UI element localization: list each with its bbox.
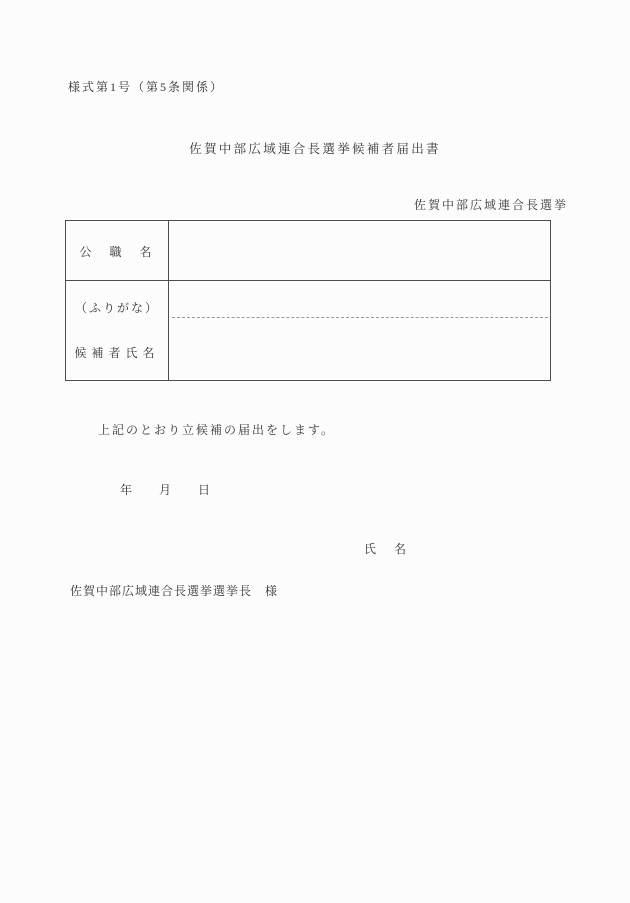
candidate-name-row	[66, 281, 550, 380]
candidate-name-value-cell	[169, 281, 550, 380]
furigana-value-area	[169, 281, 550, 317]
candidate-name-label-cell	[66, 281, 169, 380]
candidate-table	[65, 220, 551, 381]
date-line: 年 月 日	[120, 483, 212, 497]
public-office-label-cell	[66, 221, 169, 280]
form-number: 様式第1号（第5条関係）	[68, 80, 225, 94]
document-title: 佐賀中部広域連合長選挙候補者届出書	[189, 142, 441, 156]
public-office-row	[66, 221, 550, 281]
candidate-name-value-area	[169, 318, 550, 380]
declaration-text: 上記のとおり立候補の届出をします。	[98, 423, 336, 437]
signature-name-label: 氏 名	[364, 542, 410, 556]
furigana-label: （ふりがな）	[74, 301, 159, 315]
public-office-value-cell	[169, 221, 550, 280]
addressee-line: 佐賀中部広域連合長選挙選挙長 様	[70, 584, 279, 598]
election-name: 佐賀中部広域連合長選挙	[413, 198, 568, 212]
candidate-name-label: 候補者氏名	[74, 346, 160, 360]
public-office-label: 公 職 名	[79, 245, 155, 259]
